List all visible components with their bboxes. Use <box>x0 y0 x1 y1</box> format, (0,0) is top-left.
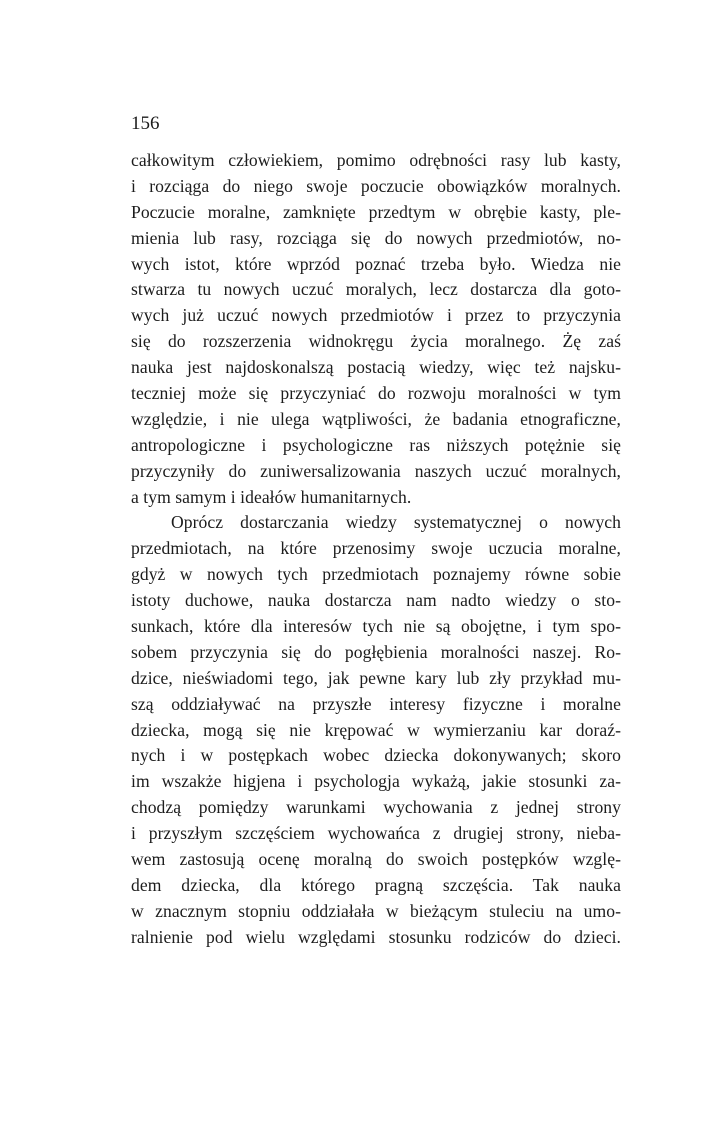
body-text <box>131 148 621 951</box>
text-line: w znacznym stopniu oddziałała w bieżącym stuleciu na umo- <box>131 900 621 921</box>
text-line: całkowitym człowiekiem, pomimo odrębności rasy lub kasty, <box>131 150 621 170</box>
text-line: mienia lub rasy, rozciąga się do nowych przedmiotów, no- <box>131 227 621 248</box>
page-number: 156 <box>131 113 160 134</box>
text-line: Poczucie moralne, zamknięte przedtym w obrębie kasty, ple- <box>131 201 621 222</box>
text-line: ralnienie pod wielu względami stosunku rodziców do dzieci. <box>131 926 621 947</box>
paragraph-start-line: Oprócz dostarczania wiedzy systematycznej o nowych <box>171 512 621 533</box>
text-line: i rozciąga do niego swoje poczucie obowiązków moralnych. <box>131 175 621 196</box>
text-line: przyczyniły do zuniwersalizowania naszych uczuć moralnych, <box>131 460 621 481</box>
text-line: nauka jest najdoskonalszą postacią wiedzy, więc też najsku- <box>131 357 621 378</box>
text-line: się do rozszerzenia widnokręgu życia moralnego. Żę zaś <box>131 331 621 352</box>
text-line: dzice, nieświadomi tego, jak pewne kary lub zły przykład mu- <box>131 667 621 688</box>
text-line: i przyszłym szczęściem wychowańca z drugiej strony, nieba- <box>131 823 621 844</box>
text-line: wych już uczuć nowych przedmiotów i przez to przyczynia <box>131 305 621 326</box>
text-line: nych i w postępkach wobec dziecka dokonywanych; skoro <box>131 745 621 766</box>
text-line: dziecka, mogą się nie krępować w wymierzaniu kar doraź- <box>131 719 621 740</box>
text-line: dem dziecka, dla którego pragną szczęścia. Tak nauka <box>131 874 621 895</box>
text-line: sobem przyczynia się do pogłębienia moralności naszej. Ro- <box>131 641 621 662</box>
text-line: antropologiczne i psychologiczne ras niższych potężnie się <box>131 434 621 455</box>
text-line: przedmiotach, na które przenosimy swoje uczucia moralne, <box>131 538 621 559</box>
text-line: wem zastosują ocenę moralną do swoich postępków wzglę- <box>131 849 621 870</box>
text-line: wych istot, które wprzód poznać trzeba było. Wiedza nie <box>131 253 621 274</box>
text-line: teczniej może się przyczyniać do rozwoju moralności w tym <box>131 383 621 404</box>
text-line: stwarza tu nowych uczuć moralych, lecz dostarcza dla goto- <box>131 279 621 300</box>
text-line: gdyż w nowych tych przedmiotach poznajemy równe sobie <box>131 564 621 585</box>
text-line: sunkach, które dla interesów tych nie są obojętne, i tym spo- <box>131 616 621 637</box>
text-line: chodzą pomiędzy warunkami wychowania z jednej strony <box>131 797 621 818</box>
text-line: im wszakże higjena i psychologja wykażą, jakie stosunki za- <box>131 771 621 792</box>
paragraph-end-line: a tym samym i ideałów humanitarnych. <box>131 486 412 507</box>
text-line: względzie, i nie ulega wątpliwości, że badania etnograficzne, <box>131 408 621 429</box>
text-line: szą oddziaływać na przyszłe interesy fizyczne i moralne <box>131 693 621 714</box>
text-line: istoty duchowe, nauka dostarcza nam nadto wiedzy o sto- <box>131 590 621 611</box>
